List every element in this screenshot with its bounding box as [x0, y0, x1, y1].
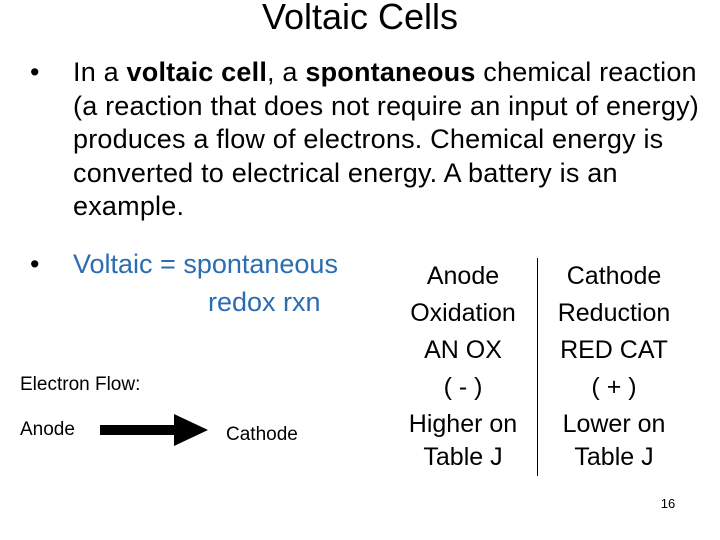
table-row — [389, 295, 690, 332]
bullet-2-line-2: redox rxn — [208, 287, 321, 317]
table-row — [389, 369, 690, 406]
bullet-marker: • — [30, 249, 40, 279]
electron-flow-to: Cathode — [226, 424, 298, 445]
table-cell: Lower on Table J — [562, 410, 666, 471]
bullet-1-part-2: , a — [267, 57, 306, 87]
electron-flow-from: Anode — [20, 419, 75, 440]
table-cell: ( - ) — [389, 369, 538, 406]
table-header-anode: Anode — [389, 258, 538, 295]
electron-flow-arrow-icon — [100, 412, 210, 448]
electron-flow-label: Electron Flow: — [20, 374, 141, 395]
table-cell: Reduction — [557, 299, 671, 327]
table-row — [389, 332, 690, 369]
table-cell: RED CAT — [560, 336, 668, 364]
bullet-1-bold-spontaneous: spontaneous — [305, 57, 476, 87]
table-row — [389, 406, 690, 476]
table-cell: ( + ) — [591, 373, 637, 401]
table-cell: Higher on Table J — [389, 406, 538, 476]
slide-title: Voltaic Cells — [261, 0, 459, 37]
redox-comparison-table — [389, 258, 690, 476]
table-header-row — [389, 258, 690, 295]
bullet-1-bold-voltaic-cell: voltaic cell — [126, 57, 268, 87]
page-number: 16 — [660, 496, 676, 511]
bullet-2-line-1: Voltaic = spontaneous — [73, 249, 338, 279]
bullet-1-part-3: chemical reaction (a reaction that does not require an input of energy) produces a flow of electrons. Chemical energy is converted to electrical energy. A battery is an example. — [73, 57, 699, 221]
table-cell: AN OX — [389, 332, 538, 369]
bullet-1-text — [73, 56, 713, 224]
bullet-marker: • — [30, 57, 40, 87]
bullet-1-part-1: In a — [73, 57, 127, 87]
table-header-cathode: Cathode — [566, 262, 662, 290]
table-cell: Oxidation — [389, 295, 538, 332]
